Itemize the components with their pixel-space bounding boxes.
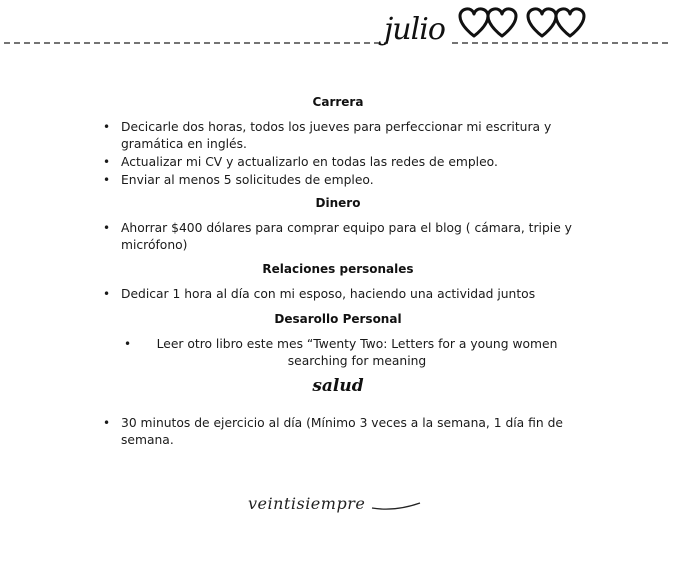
list-item: • Actualizar mi CV y actualizarlo en todas las redes de empleo. <box>103 155 498 169</box>
bullet-icon: • <box>103 155 111 169</box>
section-title-dinero: Dinero <box>315 196 361 210</box>
month-title: julio <box>384 12 445 47</box>
bullet-icon: • <box>124 337 132 351</box>
bullet-icon: • <box>103 120 111 134</box>
carrera-list <box>103 119 591 190</box>
signature: veintisiempre <box>248 494 366 513</box>
signature-flourish <box>370 498 422 514</box>
relaciones-list <box>103 286 601 304</box>
section-title-desarollo: Desarollo Personal <box>274 312 402 326</box>
bullet-icon: • <box>103 173 111 187</box>
list-item: • Enviar al menos 5 solicitudes de empleo. <box>103 173 374 187</box>
bullet-icon: • <box>103 416 111 430</box>
list-item: • Leer otro libro este mes “Twenty Two: Letters for a young women searching for meaning <box>124 337 558 368</box>
section-title-salud: salud <box>312 376 364 396</box>
list-item: • 30 minutos de ejercicio al día (Mínimo 3 veces a la semana, 1 día fin de semana. <box>103 416 563 447</box>
bullet-icon: • <box>103 221 111 235</box>
desarollo-list <box>124 336 572 371</box>
dinero-list <box>103 220 591 255</box>
section-title-carrera: Carrera <box>312 95 364 109</box>
list-item: • Dedicar 1 hora al día con mi esposo, haciendo una actividad juntos <box>103 287 536 301</box>
salud-list <box>103 415 591 450</box>
triple-heart-icon <box>452 4 592 44</box>
list-item: • Decicarle dos horas, todos los jueves para perfeccionar mi escritura y gramática en inglés. <box>103 120 552 151</box>
bullet-icon: • <box>103 287 111 301</box>
list-item: • Ahorrar $400 dólares para comprar equipo para el blog ( cámara, tripie y micrófono) <box>103 221 572 252</box>
section-title-relaciones: Relaciones personales <box>262 262 414 276</box>
